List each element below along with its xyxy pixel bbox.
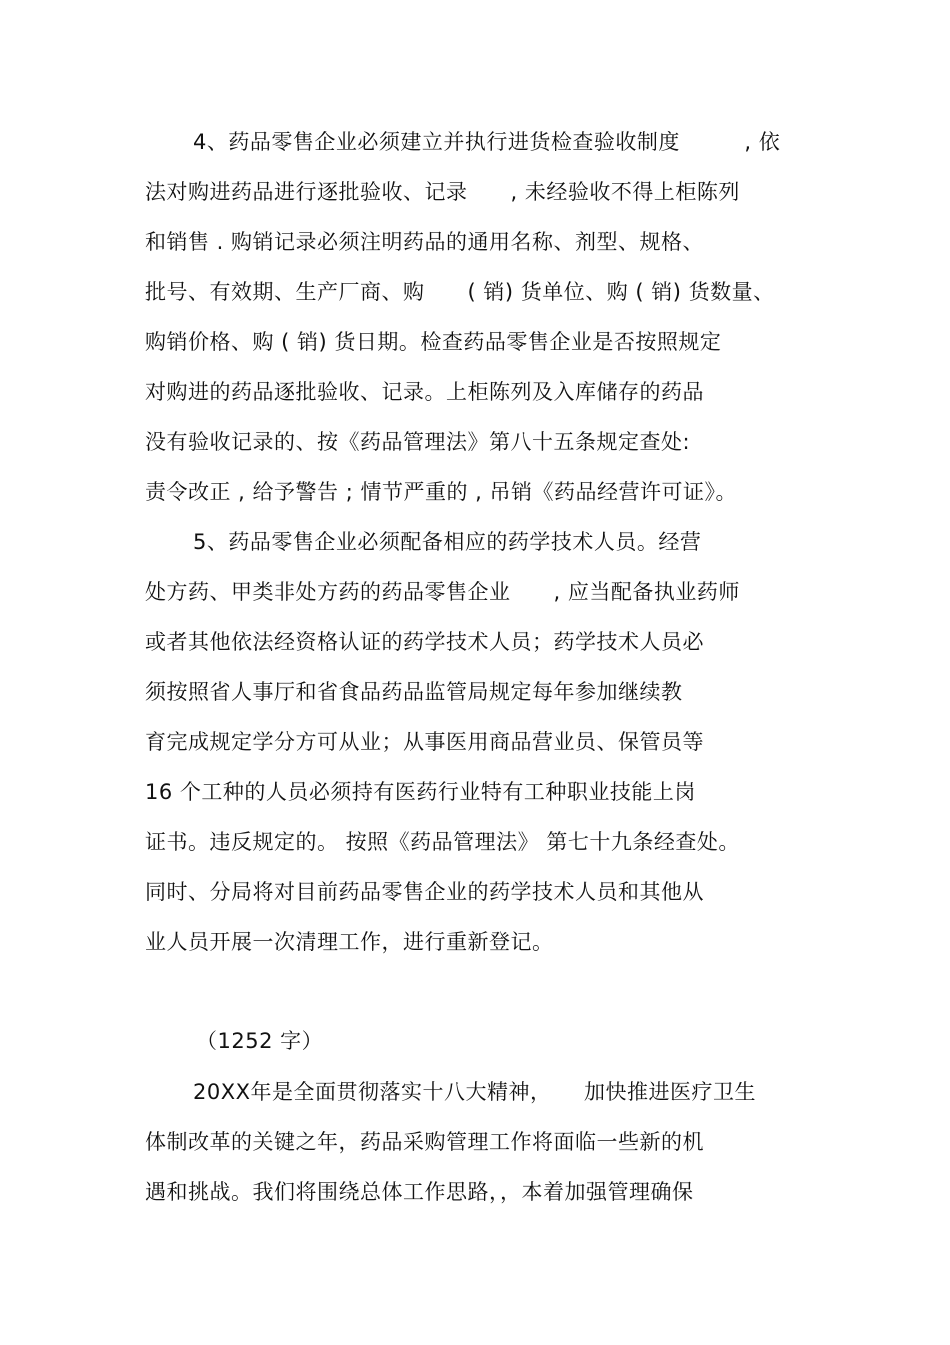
paragraph-line: 须按照省人事厅和省食品药品监管局规定每年参加继续教: [145, 680, 683, 704]
word-count: （1252 字）: [196, 1029, 324, 1053]
paragraph-line: 责令改正 , 给予警告 ; 情节严重的 , 吊销《药品经营许可证》。: [145, 480, 737, 504]
paragraph-line: 或者其他依法经资格认证的药学技术人员；药学技术人员必: [145, 630, 704, 654]
paragraph-line: 5、药品零售企业必须配备相应的药学技术人员。经营: [193, 530, 702, 554]
paragraph-line: 没有验收记录的、按《药品管理法》第八十五条规定查处:: [145, 430, 691, 454]
paragraph-line: 业人员开展一次清理工作，进行重新登记。: [145, 930, 554, 954]
paragraph-line: 处方药、甲类非处方药的药品零售企业 , 应当配备执业药师: [145, 580, 740, 604]
paragraph-line: 遇和挑战。我们将围绕总体工作思路，，本着加强管理确保: [145, 1180, 694, 1204]
paragraph-line: 法对购进药品进行逐批验收、记录 , 未经验收不得上柜陈列: [145, 180, 740, 204]
paragraph-line: 20XX年是全面贯彻落实十八大精神， 加快推进医疗卫生: [193, 1080, 756, 1104]
paragraph-line: 证书。违反规定的。 按照《药品管理法》 第七十九条经查处。: [145, 830, 740, 854]
paragraph-line: 和销售 . 购销记录必须注明药品的通用名称、剂型、规格、: [145, 230, 705, 254]
paragraph-line: 对购进的药品逐批验收、记录。上柜陈列及入库储存的药品: [145, 380, 704, 404]
paragraph-line: 体制改革的关键之年，药品采购管理工作将面临一些新的机: [145, 1130, 704, 1154]
paragraph-line: 育完成规定学分方可从业；从事医用商品营业员、保管员等: [145, 730, 704, 754]
paragraph-line: 4、药品零售企业必须建立并执行进货检查验收制度 , 依: [193, 130, 781, 154]
paragraph-line: 购销价格、购 ( 销) 货日期。检查药品零售企业是否按照规定: [145, 330, 722, 354]
paragraph-line: 批号、有效期、生产厂商、购 ( 销) 货单位、购 ( 销) 货数量、: [145, 280, 775, 304]
paragraph-line: 16 个工种的人员必须持有医药行业特有工种职业技能上岗: [145, 780, 696, 804]
paragraph-line: 同时、分局将对目前药品零售企业的药学技术人员和其他从: [145, 880, 704, 904]
